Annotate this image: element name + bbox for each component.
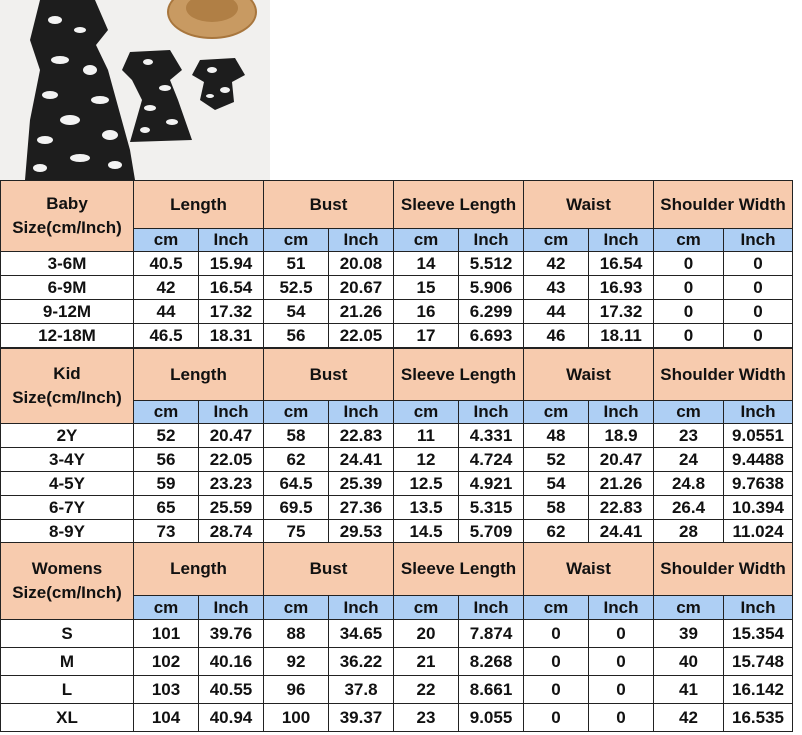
unit-cm: cm xyxy=(524,401,589,424)
table-row xyxy=(1,300,793,324)
size-unit-label: Size(cm/Inch) xyxy=(12,388,122,407)
baby-size-table xyxy=(0,180,793,348)
unit-cm: cm xyxy=(394,596,459,620)
measurement-cell: 0 xyxy=(589,620,654,648)
measurement-cell: 12 xyxy=(394,448,459,472)
measurement-cell: 17.32 xyxy=(589,300,654,324)
table-row xyxy=(1,704,793,732)
measurement-cell: 0 xyxy=(724,276,793,300)
measurement-cell: 27.36 xyxy=(329,496,394,520)
measurement-cell: 15.94 xyxy=(199,252,264,276)
unit-cm: cm xyxy=(524,229,589,252)
measurement-cell: 0 xyxy=(654,300,724,324)
size-group-label: Womens xyxy=(31,559,103,578)
unit-cm: cm xyxy=(524,596,589,620)
measurement-cell: 20.67 xyxy=(329,276,394,300)
measurement-cell: 11.024 xyxy=(724,520,793,544)
unit-cm: cm xyxy=(134,401,199,424)
measurement-cell: 64.5 xyxy=(264,472,329,496)
unit-cm: cm xyxy=(134,596,199,620)
measurement-cell: 5.315 xyxy=(459,496,524,520)
table-row xyxy=(1,276,793,300)
size-label: 3-6M xyxy=(1,252,134,276)
measurement-cell: 16.93 xyxy=(589,276,654,300)
measurement-cell: 5.906 xyxy=(459,276,524,300)
measurement-cell: 18.11 xyxy=(589,324,654,348)
measurement-cell: 36.22 xyxy=(329,648,394,676)
unit-inch: Inch xyxy=(199,596,264,620)
unit-cm: cm xyxy=(654,596,724,620)
column-header: Sleeve Length xyxy=(394,181,524,229)
unit-cm: cm xyxy=(654,229,724,252)
unit-inch: Inch xyxy=(459,401,524,424)
kid-size-table xyxy=(0,348,793,544)
measurement-cell: 4.331 xyxy=(459,424,524,448)
measurement-cell: 102 xyxy=(134,648,199,676)
measurement-cell: 21.26 xyxy=(329,300,394,324)
unit-inch: Inch xyxy=(589,596,654,620)
measurement-cell: 26.4 xyxy=(654,496,724,520)
measurement-cell: 4.724 xyxy=(459,448,524,472)
unit-inch: Inch xyxy=(199,229,264,252)
measurement-cell: 4.921 xyxy=(459,472,524,496)
measurement-cell: 0 xyxy=(589,704,654,732)
measurement-cell: 0 xyxy=(524,704,589,732)
unit-inch: Inch xyxy=(724,596,793,620)
unit-inch: Inch xyxy=(329,401,394,424)
measurement-cell: 16.535 xyxy=(724,704,793,732)
measurement-cell: 44 xyxy=(524,300,589,324)
measurement-cell: 39 xyxy=(654,620,724,648)
unit-inch: Inch xyxy=(724,401,793,424)
measurement-cell: 40 xyxy=(654,648,724,676)
unit-inch: Inch xyxy=(589,229,654,252)
measurement-cell: 20 xyxy=(394,620,459,648)
unit-inch: Inch xyxy=(459,229,524,252)
unit-cm: cm xyxy=(394,229,459,252)
measurement-cell: 92 xyxy=(264,648,329,676)
size-label: 3-4Y xyxy=(1,448,134,472)
measurement-cell: 56 xyxy=(264,324,329,348)
product-photo xyxy=(0,0,270,180)
measurement-cell: 46.5 xyxy=(134,324,199,348)
size-label: 4-5Y xyxy=(1,472,134,496)
unit-cm: cm xyxy=(394,401,459,424)
measurement-cell: 15 xyxy=(394,276,459,300)
measurement-cell: 101 xyxy=(134,620,199,648)
measurement-cell: 28.74 xyxy=(199,520,264,544)
measurement-cell: 73 xyxy=(134,520,199,544)
unit-cm: cm xyxy=(134,229,199,252)
measurement-cell: 0 xyxy=(654,324,724,348)
size-label: M xyxy=(1,648,134,676)
unit-inch: Inch xyxy=(724,229,793,252)
measurement-cell: 23.23 xyxy=(199,472,264,496)
measurement-cell: 18.9 xyxy=(589,424,654,448)
measurement-cell: 17 xyxy=(394,324,459,348)
measurement-cell: 21.26 xyxy=(589,472,654,496)
measurement-cell: 62 xyxy=(264,448,329,472)
table-row xyxy=(1,472,793,496)
measurement-cell: 17.32 xyxy=(199,300,264,324)
measurement-cell: 46 xyxy=(524,324,589,348)
column-header: Length xyxy=(134,543,264,596)
unit-inch: Inch xyxy=(459,596,524,620)
measurement-cell: 24.41 xyxy=(329,448,394,472)
measurement-cell: 54 xyxy=(524,472,589,496)
measurement-cell: 44 xyxy=(134,300,199,324)
measurement-cell: 15.354 xyxy=(724,620,793,648)
measurement-cell: 42 xyxy=(134,276,199,300)
measurement-cell: 23 xyxy=(654,424,724,448)
measurement-cell: 52.5 xyxy=(264,276,329,300)
measurement-cell: 56 xyxy=(134,448,199,472)
measurement-cell: 96 xyxy=(264,676,329,704)
measurement-cell: 43 xyxy=(524,276,589,300)
measurement-cell: 16 xyxy=(394,300,459,324)
measurement-cell: 40.94 xyxy=(199,704,264,732)
measurement-cell: 51 xyxy=(264,252,329,276)
measurement-cell: 5.709 xyxy=(459,520,524,544)
measurement-cell: 16.142 xyxy=(724,676,793,704)
size-label: 8-9Y xyxy=(1,520,134,544)
measurement-cell: 0 xyxy=(589,676,654,704)
column-header: Sleeve Length xyxy=(394,543,524,596)
column-header: Bust xyxy=(264,543,394,596)
unit-cm: cm xyxy=(654,401,724,424)
measurement-cell: 0 xyxy=(524,648,589,676)
column-header: Bust xyxy=(264,181,394,229)
measurement-cell: 75 xyxy=(264,520,329,544)
measurement-cell: 9.055 xyxy=(459,704,524,732)
table-row xyxy=(1,448,793,472)
column-header: Waist xyxy=(524,181,654,229)
size-unit-label: Size(cm/Inch) xyxy=(12,218,122,237)
measurement-cell: 59 xyxy=(134,472,199,496)
measurement-cell: 14.5 xyxy=(394,520,459,544)
size-label: 9-12M xyxy=(1,300,134,324)
unit-inch: Inch xyxy=(199,401,264,424)
unit-inch: Inch xyxy=(329,229,394,252)
measurement-cell: 103 xyxy=(134,676,199,704)
measurement-cell: 9.7638 xyxy=(724,472,793,496)
measurement-cell: 8.268 xyxy=(459,648,524,676)
measurement-cell: 24.8 xyxy=(654,472,724,496)
measurement-cell: 6.693 xyxy=(459,324,524,348)
measurement-cell: 22.83 xyxy=(589,496,654,520)
measurement-cell: 69.5 xyxy=(264,496,329,520)
measurement-cell: 12.5 xyxy=(394,472,459,496)
measurement-cell: 42 xyxy=(654,704,724,732)
measurement-cell: 21 xyxy=(394,648,459,676)
measurement-cell: 15.748 xyxy=(724,648,793,676)
size-label: 12-18M xyxy=(1,324,134,348)
measurement-cell: 37.8 xyxy=(329,676,394,704)
measurement-cell: 29.53 xyxy=(329,520,394,544)
womens-size-table xyxy=(0,542,793,732)
table-row xyxy=(1,324,793,348)
baby-size-header xyxy=(1,181,134,252)
kid-size-header xyxy=(1,349,134,424)
measurement-cell: 0 xyxy=(724,300,793,324)
column-header: Bust xyxy=(264,349,394,401)
measurement-cell: 40.5 xyxy=(134,252,199,276)
size-label: L xyxy=(1,676,134,704)
measurement-cell: 58 xyxy=(264,424,329,448)
column-header: Length xyxy=(134,181,264,229)
measurement-cell: 39.76 xyxy=(199,620,264,648)
measurement-cell: 88 xyxy=(264,620,329,648)
measurement-cell: 42 xyxy=(524,252,589,276)
measurement-cell: 40.55 xyxy=(199,676,264,704)
measurement-cell: 34.65 xyxy=(329,620,394,648)
measurement-cell: 7.874 xyxy=(459,620,524,648)
measurement-cell: 25.59 xyxy=(199,496,264,520)
measurement-cell: 100 xyxy=(264,704,329,732)
column-header: Waist xyxy=(524,543,654,596)
size-group-label: Baby xyxy=(46,194,88,213)
column-header: Sleeve Length xyxy=(394,349,524,401)
measurement-cell: 24.41 xyxy=(589,520,654,544)
measurement-cell: 6.299 xyxy=(459,300,524,324)
table-row xyxy=(1,496,793,520)
measurement-cell: 20.47 xyxy=(589,448,654,472)
measurement-cell: 16.54 xyxy=(589,252,654,276)
table-row xyxy=(1,620,793,648)
size-label: S xyxy=(1,620,134,648)
table-row xyxy=(1,424,793,448)
womens-size-header xyxy=(1,543,134,620)
measurement-cell: 8.661 xyxy=(459,676,524,704)
measurement-cell: 0 xyxy=(524,620,589,648)
measurement-cell: 52 xyxy=(524,448,589,472)
unit-cm: cm xyxy=(264,596,329,620)
table-row xyxy=(1,252,793,276)
table-row xyxy=(1,676,793,704)
measurement-cell: 20.47 xyxy=(199,424,264,448)
measurement-cell: 0 xyxy=(589,648,654,676)
unit-cm: cm xyxy=(264,229,329,252)
measurement-cell: 10.394 xyxy=(724,496,793,520)
size-unit-label: Size(cm/Inch) xyxy=(12,583,122,602)
measurement-cell: 25.39 xyxy=(329,472,394,496)
measurement-cell: 0 xyxy=(724,324,793,348)
measurement-cell: 20.08 xyxy=(329,252,394,276)
measurement-cell: 40.16 xyxy=(199,648,264,676)
unit-inch: Inch xyxy=(329,596,394,620)
measurement-cell: 39.37 xyxy=(329,704,394,732)
measurement-cell: 9.4488 xyxy=(724,448,793,472)
measurement-cell: 14 xyxy=(394,252,459,276)
column-header: Length xyxy=(134,349,264,401)
size-label: 6-9M xyxy=(1,276,134,300)
measurement-cell: 54 xyxy=(264,300,329,324)
measurement-cell: 9.0551 xyxy=(724,424,793,448)
measurement-cell: 65 xyxy=(134,496,199,520)
measurement-cell: 22.05 xyxy=(329,324,394,348)
table-row xyxy=(1,520,793,544)
measurement-cell: 16.54 xyxy=(199,276,264,300)
size-label: 2Y xyxy=(1,424,134,448)
size-label: XL xyxy=(1,704,134,732)
measurement-cell: 0 xyxy=(654,276,724,300)
measurement-cell: 58 xyxy=(524,496,589,520)
measurement-cell: 0 xyxy=(524,676,589,704)
measurement-cell: 41 xyxy=(654,676,724,704)
column-header: Waist xyxy=(524,349,654,401)
measurement-cell: 62 xyxy=(524,520,589,544)
column-header: Shoulder Width xyxy=(654,349,793,401)
measurement-cell: 11 xyxy=(394,424,459,448)
measurement-cell: 52 xyxy=(134,424,199,448)
measurement-cell: 24 xyxy=(654,448,724,472)
measurement-cell: 22 xyxy=(394,676,459,704)
measurement-cell: 13.5 xyxy=(394,496,459,520)
measurement-cell: 23 xyxy=(394,704,459,732)
measurement-cell: 0 xyxy=(654,252,724,276)
measurement-cell: 5.512 xyxy=(459,252,524,276)
unit-inch: Inch xyxy=(589,401,654,424)
measurement-cell: 104 xyxy=(134,704,199,732)
measurement-cell: 18.31 xyxy=(199,324,264,348)
size-group-label: Kid xyxy=(53,364,81,383)
unit-cm: cm xyxy=(264,401,329,424)
measurement-cell: 0 xyxy=(724,252,793,276)
size-label: 6-7Y xyxy=(1,496,134,520)
measurement-cell: 22.83 xyxy=(329,424,394,448)
column-header: Shoulder Width xyxy=(654,543,793,596)
measurement-cell: 48 xyxy=(524,424,589,448)
measurement-cell: 22.05 xyxy=(199,448,264,472)
measurement-cell: 28 xyxy=(654,520,724,544)
table-row xyxy=(1,648,793,676)
column-header: Shoulder Width xyxy=(654,181,793,229)
